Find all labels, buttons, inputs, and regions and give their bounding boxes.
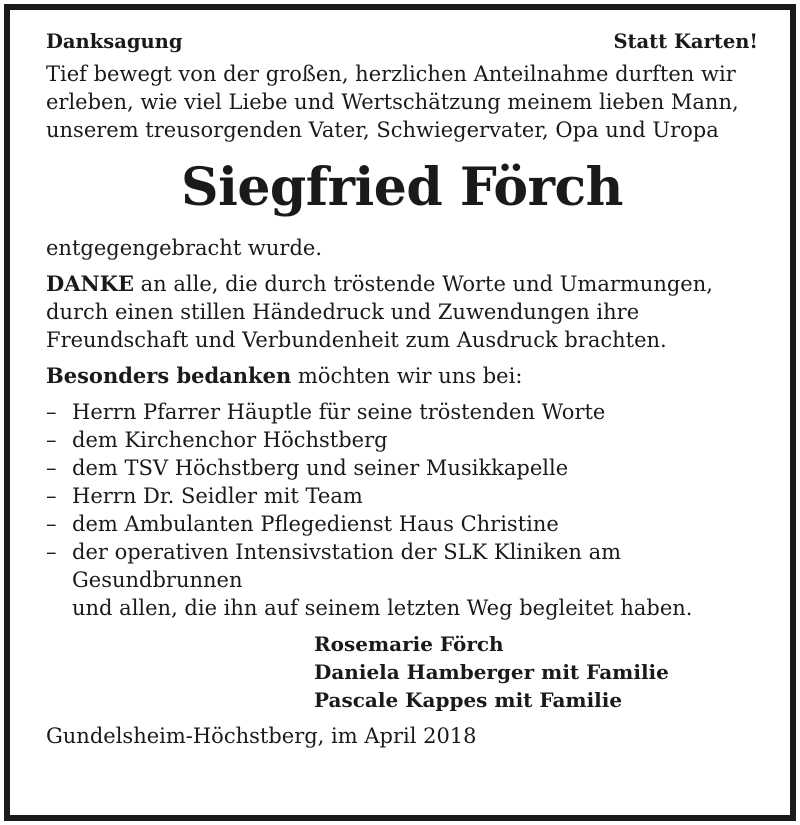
header-title: Danksagung xyxy=(46,30,183,53)
after-name-text: entgegengebracht wurde. xyxy=(46,236,323,260)
list-item xyxy=(46,426,758,454)
signer-name: Pascale Kappes mit Familie xyxy=(314,688,623,712)
list-item-text: dem TSV Höchstberg und seiner Musikkapelle xyxy=(72,456,569,480)
list-item xyxy=(46,482,758,510)
signers-block xyxy=(314,630,758,714)
list-item-text: Herrn Pfarrer Häuptle für seine tröstenden Worte xyxy=(72,400,606,424)
place-and-date: Gundelsheim-Höchstberg, im April 2018 xyxy=(46,724,477,748)
list-item-text: dem Kirchenchor Höchstberg xyxy=(72,428,388,452)
special-thanks-intro xyxy=(46,362,758,390)
list-item xyxy=(46,538,758,594)
dash-marker: – xyxy=(46,540,57,564)
list-item-text: dem Ambulanten Pflegedienst Haus Christine xyxy=(72,512,559,536)
deceased-name: Siegfried Förch xyxy=(181,157,623,218)
closing-line: und allen, die ihn auf seinem letzten Weg begleitet haben. xyxy=(72,596,693,620)
header-row xyxy=(46,28,758,56)
thanks-paragraph xyxy=(46,270,758,354)
dash-marker: – xyxy=(46,512,57,536)
signer-name: Daniela Hamberger mit Familie xyxy=(314,660,669,684)
list-item xyxy=(46,454,758,482)
dash-marker: – xyxy=(46,456,57,480)
list-item xyxy=(46,510,758,538)
list-item xyxy=(46,398,758,426)
dash-marker: – xyxy=(46,484,57,508)
thanks-text: an alle, die durch tröstende Worte und Umarmungen, durch einen stillen Händedruck und Zuwendungen ihre Freundschaft und Verbundenheit zum Ausdruck brachten. xyxy=(46,272,713,352)
special-text: möchten wir uns bei: xyxy=(291,364,523,388)
thanks-bold: DANKE xyxy=(46,271,134,296)
dash-marker: – xyxy=(46,428,57,452)
signer-name: Rosemarie Förch xyxy=(314,632,504,656)
special-bold: Besonders bedanken xyxy=(46,363,292,388)
dash-marker: – xyxy=(46,400,57,424)
intro-text: Tief bewegt von der großen, herzlichen Anteilnahme durften wir erleben, wie viel Liebe und Wertschätzung meinem lieben Mann, unserem treusorgenden Vater, Schwiegervater, Opa und Uropa xyxy=(46,62,739,142)
list-item-text: Herrn Dr. Seidler mit Team xyxy=(72,484,363,508)
obituary-notice xyxy=(46,28,758,750)
thanks-list xyxy=(46,398,758,594)
list-item-text: der operativen Intensivstation der SLK Kliniken am Gesundbrunnen xyxy=(72,540,622,592)
header-note: Statt Karten! xyxy=(613,30,758,53)
